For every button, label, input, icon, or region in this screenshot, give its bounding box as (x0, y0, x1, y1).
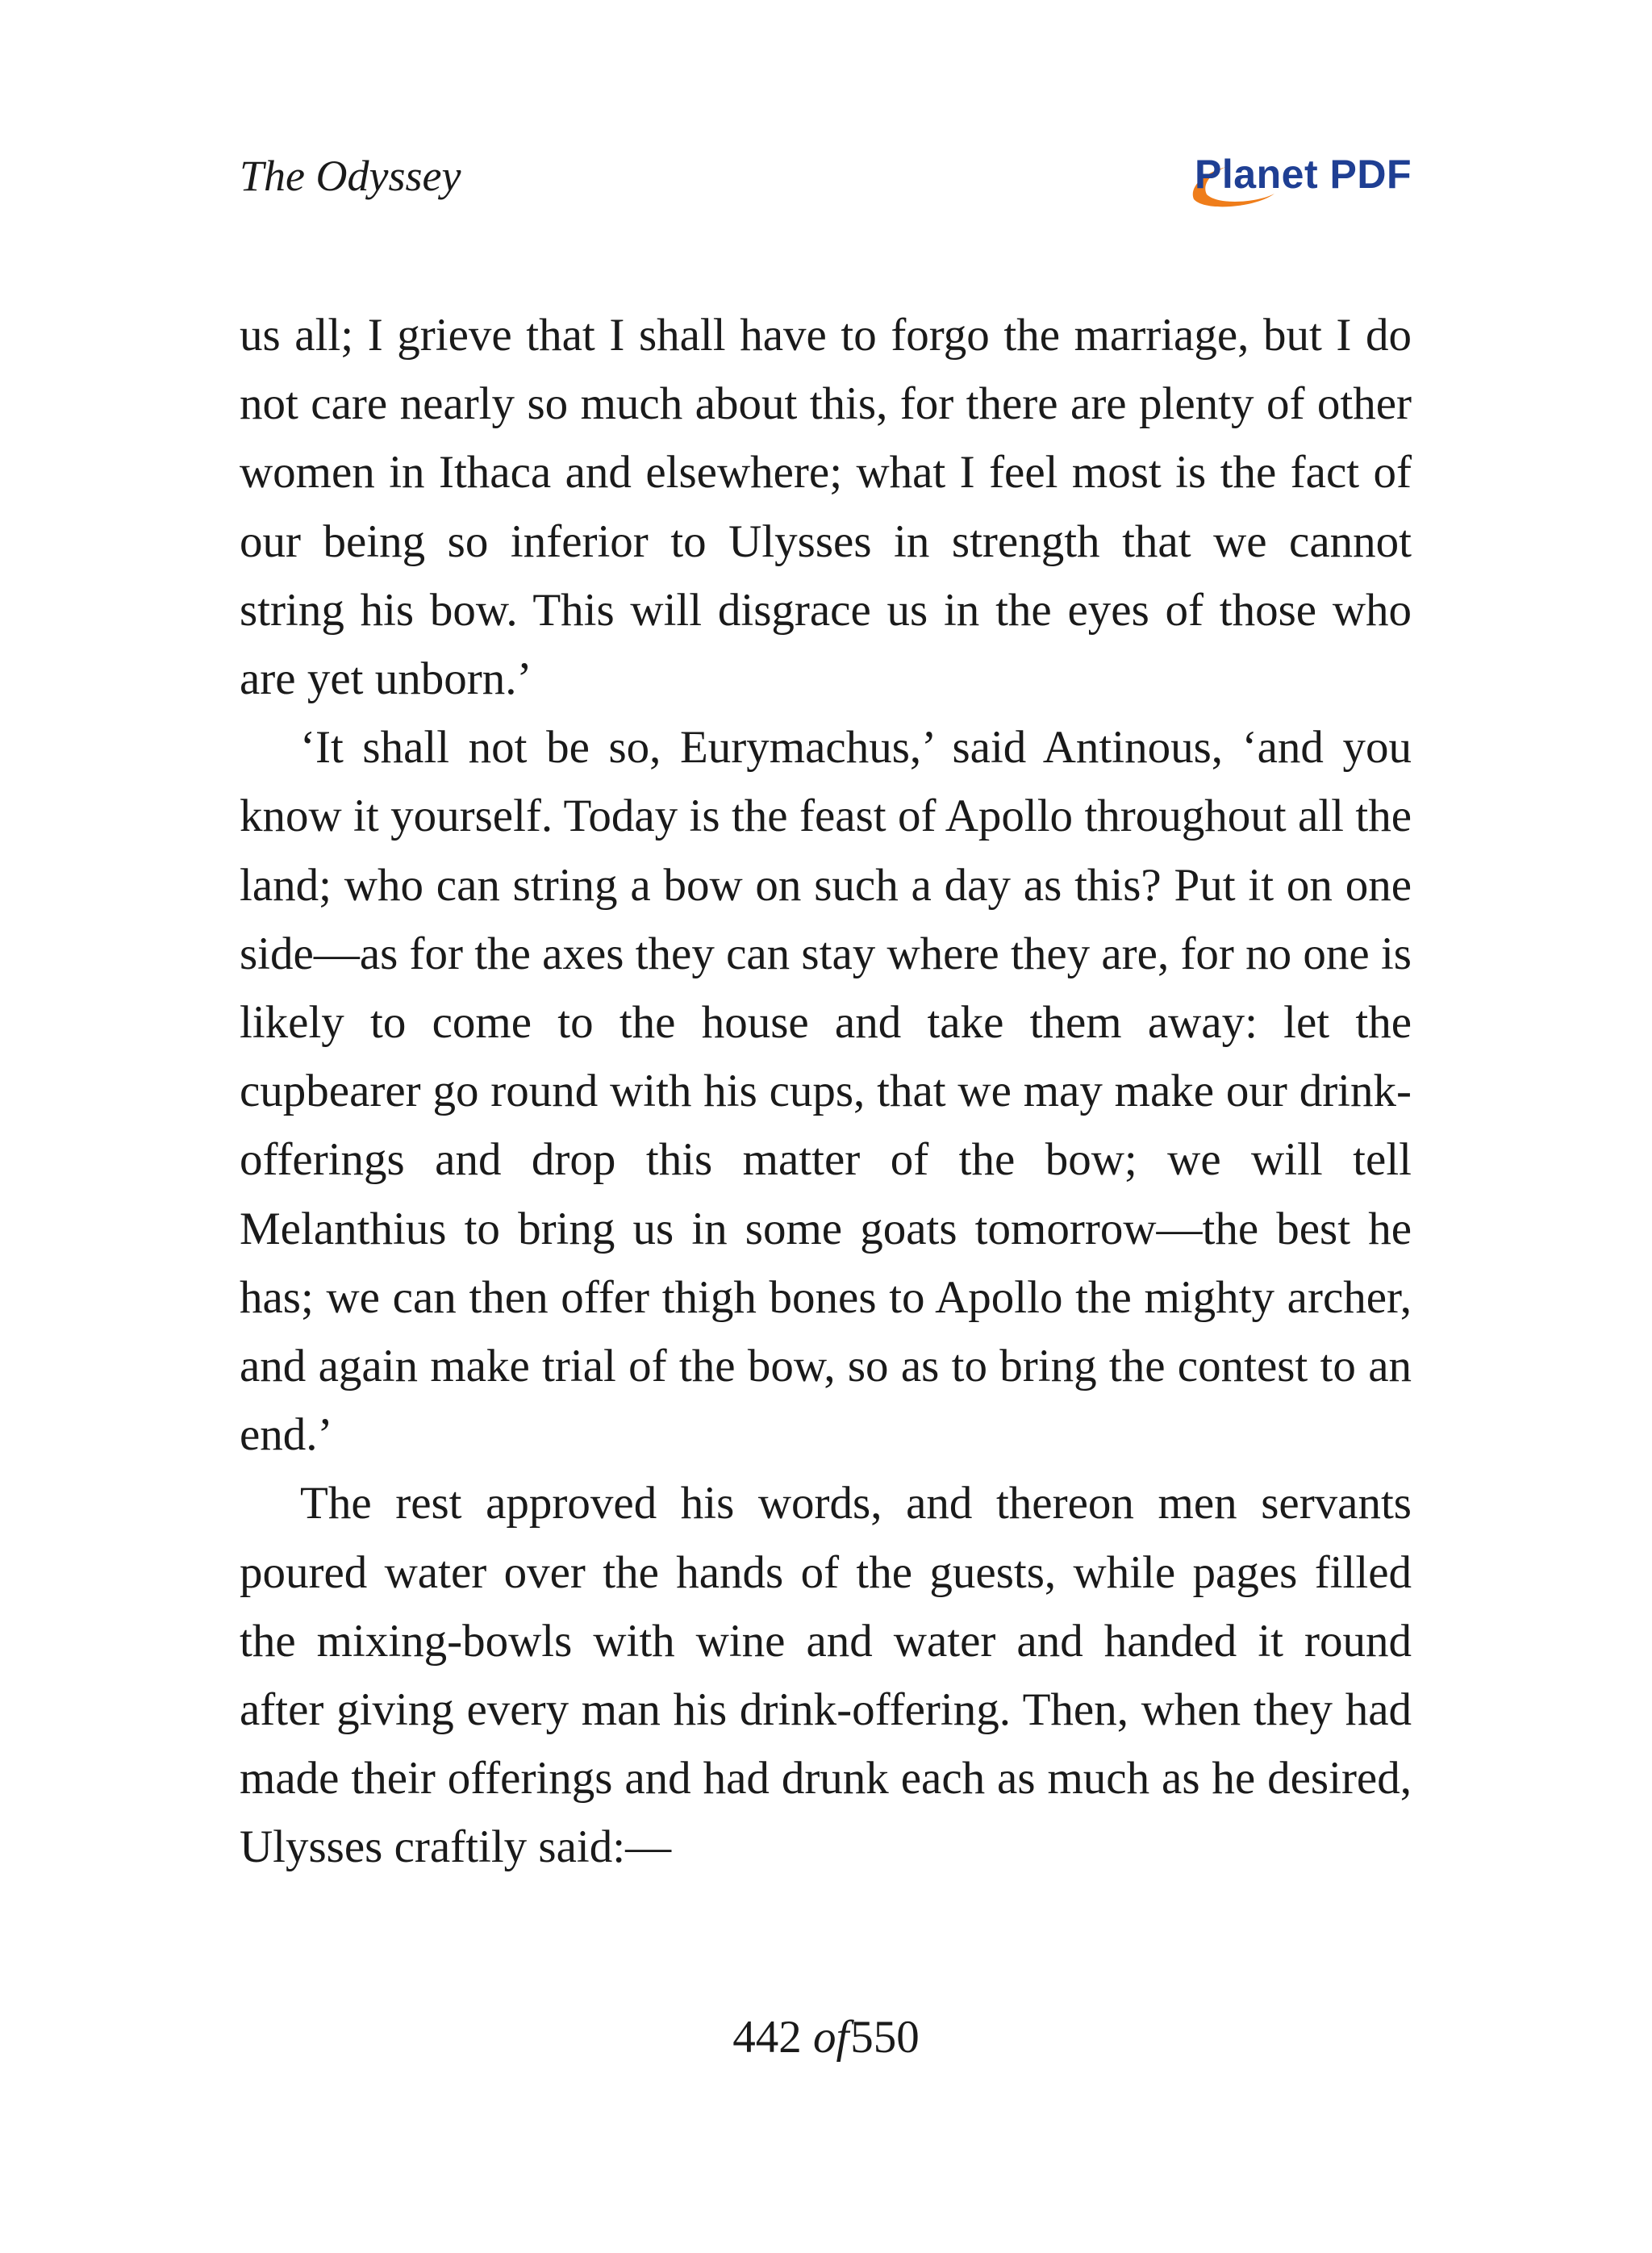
logo-text: Planet PDF (1195, 152, 1412, 197)
book-title: The Odyssey (240, 152, 461, 200)
total-pages-number: 550 (850, 2012, 920, 2063)
page-footer (0, 2012, 1652, 2063)
planet-pdf-logo (1170, 149, 1412, 214)
paragraph-1: us all; I grieve that I shall have to forgo the marriage, but I do not care nearly so much about this, for there are plenty of other women in Ithaca and elsewhere; what I feel most is the fact of our being so inferior to Ulysses in strength that we cannot string his bow. This will disgrace us in the eyes of those who are yet unborn.’ (240, 310, 1412, 705)
paragraph-3: The rest approved his words, and thereon men servants poured water over the hands of the guests, while pages filled the mixing-bowls with wine and water and handed it round after giving every man his drink-offering. Then, when they had made their offerings and had drunk each as much as he desired, Ulysses craftily said:— (240, 1478, 1412, 1873)
page-header (240, 149, 1412, 222)
paragraph-2: ‘It shall not be so, Eurymachus,’ said Antinous, ‘and you know it yourself. Today is the feast of Apollo throughout all the land; who can string a bow on such a day as this? Put it on one side—as for the axes they can stay where they are, for no one is likely to come to the house and take them away: let the cupbearer go round with his cups, that we may make our drink-offerings and drop this matter of the bow; we will tell Melanthius to bring us in some goats tomorrow—the best he has; we can then offer thigh bones to Apollo the mighty archer, and again make trial of the bow, so as to bring the contest to an end.’ (240, 722, 1412, 1461)
page-of-label: of (812, 2012, 849, 2063)
body-text (240, 301, 1412, 1882)
current-page-number: 442 (732, 2012, 802, 2063)
